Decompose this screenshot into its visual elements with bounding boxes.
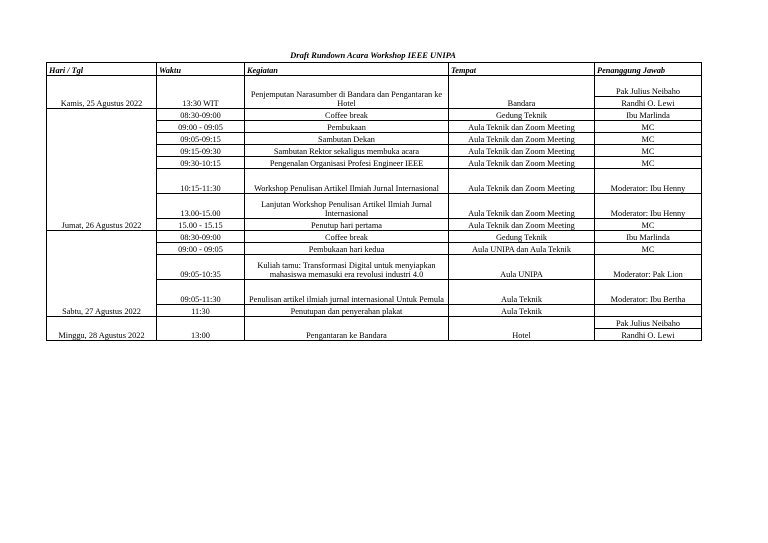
pj-cell: MC: [595, 121, 702, 133]
activity-cell: Coffee break: [245, 109, 449, 121]
header-row: [47, 63, 702, 76]
time-cell: 08:30-09:00: [157, 109, 245, 121]
time-cell: 09:05-09:15: [157, 133, 245, 145]
time-cell: 09:30-10:15: [157, 157, 245, 169]
activity-cell: Lanjutan Workshop Penulisan Artikel Ilmiah Jurnal Internasional: [245, 194, 449, 219]
activity-cell: Pengantaran ke Bandara: [245, 317, 449, 341]
pj-cell: Randhi O. Lewi: [595, 329, 702, 341]
place-cell: Aula Teknik dan Zoom Meeting: [449, 133, 595, 145]
time-cell: 11:30: [157, 305, 245, 317]
pj-cell: Moderator: Ibu Bertha: [595, 280, 702, 305]
day-cell: Minggu, 28 Agustus 2022: [47, 317, 157, 341]
pj-cell: Moderator: Ibu Henny: [595, 169, 702, 194]
pj-cell: Moderator: Pak Lion: [595, 255, 702, 280]
table-row: [47, 109, 702, 121]
time-cell: 09:05-11:30: [157, 280, 245, 305]
activity-cell: Sambutan Dekan: [245, 133, 449, 145]
table-row: [47, 231, 702, 243]
place-cell: Hotel: [449, 317, 595, 341]
activity-cell: Kuliah tamu: Transformasi Digital untuk menyiapkan mahasiswa memasuki era revolusi industri 4.0: [245, 255, 449, 280]
time-cell: 09:00 - 09:05: [157, 121, 245, 133]
pj-cell: Pak Julius Neibaho: [595, 76, 702, 97]
activity-cell: Coffee break: [245, 231, 449, 243]
time-cell: 13.00-15.00: [157, 194, 245, 219]
rundown-table: [46, 62, 702, 341]
place-cell: Aula Teknik dan Zoom Meeting: [449, 194, 595, 219]
day-cell: Jumat, 26 Agustus 2022: [47, 109, 157, 231]
place-cell: Aula Teknik dan Zoom Meeting: [449, 219, 595, 231]
document-title: Draft Rundown Acara Workshop IEEE UNIPA: [290, 50, 456, 60]
time-cell: 10:15-11:30: [157, 169, 245, 194]
activity-cell: Penutupan dan penyerahan plakat: [245, 305, 449, 317]
place-cell: Bandara: [449, 76, 595, 109]
time-cell: 13:30 WIT: [157, 76, 245, 109]
place-cell: Aula Teknik dan Zoom Meeting: [449, 145, 595, 157]
pj-cell: Ibu Marlinda: [595, 231, 702, 243]
time-cell: 15.00 - 15.15: [157, 219, 245, 231]
activity-cell: Sambutan Rektor sekaligus membuka acara: [245, 145, 449, 157]
header-tempat: Tempat: [449, 63, 595, 76]
day-cell: Sabtu, 27 Agustus 2022: [47, 231, 157, 317]
time-cell: 09:15-09:30: [157, 145, 245, 157]
day-cell: Kamis, 25 Agustus 2022: [47, 76, 157, 109]
pj-cell: MC: [595, 219, 702, 231]
activity-cell: Penulisan artikel ilmiah jurnal internasional Untuk Pemula: [245, 280, 449, 305]
header-waktu: Waktu: [157, 63, 245, 76]
place-cell: Gedung Teknik: [449, 109, 595, 121]
time-cell: 09:00 - 09:05: [157, 243, 245, 255]
place-cell: Aula Teknik dan Zoom Meeting: [449, 157, 595, 169]
pj-cell: Moderator: Ibu Henny: [595, 194, 702, 219]
place-cell: Aula UNIPA: [449, 255, 595, 280]
activity-cell: Penutup hari pertama: [245, 219, 449, 231]
table-row: [47, 317, 702, 329]
place-cell: Aula Teknik: [449, 305, 595, 317]
pj-cell: MC: [595, 243, 702, 255]
pj-cell: Randhi O. Lewi: [595, 97, 702, 109]
place-cell: Aula Teknik dan Zoom Meeting: [449, 169, 595, 194]
place-cell: Aula UNIPA dan Aula Teknik: [449, 243, 595, 255]
pj-cell: MC: [595, 133, 702, 145]
activity-cell: Pengenalan Organisasi Profesi Engineer IEEE: [245, 157, 449, 169]
place-cell: Aula Teknik dan Zoom Meeting: [449, 121, 595, 133]
activity-cell: Penjemputan Narasumber di Bandara dan Pengantaran ke Hotel: [245, 76, 449, 109]
pj-cell: Ibu Marlinda: [595, 109, 702, 121]
place-cell: Aula Teknik: [449, 280, 595, 305]
table-row: [47, 76, 702, 97]
activity-cell: Pembukaan hari kedua: [245, 243, 449, 255]
activity-cell: Workshop Penulisan Artikel Ilmiah Jurnal Internasional: [245, 169, 449, 194]
pj-cell: [595, 305, 702, 317]
time-cell: 08:30-09:00: [157, 231, 245, 243]
place-cell: Gedung Teknik: [449, 231, 595, 243]
header-penanggung-jawab: Penanggung Jawab: [595, 63, 702, 76]
pj-cell: Pak Julius Neibaho: [595, 317, 702, 329]
time-cell: 13:00: [157, 317, 245, 341]
time-cell: 09:05-10:35: [157, 255, 245, 280]
header-kegiatan: Kegiatan: [245, 63, 449, 76]
pj-cell: MC: [595, 157, 702, 169]
header-hari: Hari / Tgl: [47, 63, 157, 76]
pj-cell: MC: [595, 145, 702, 157]
activity-cell: Pembukaan: [245, 121, 449, 133]
